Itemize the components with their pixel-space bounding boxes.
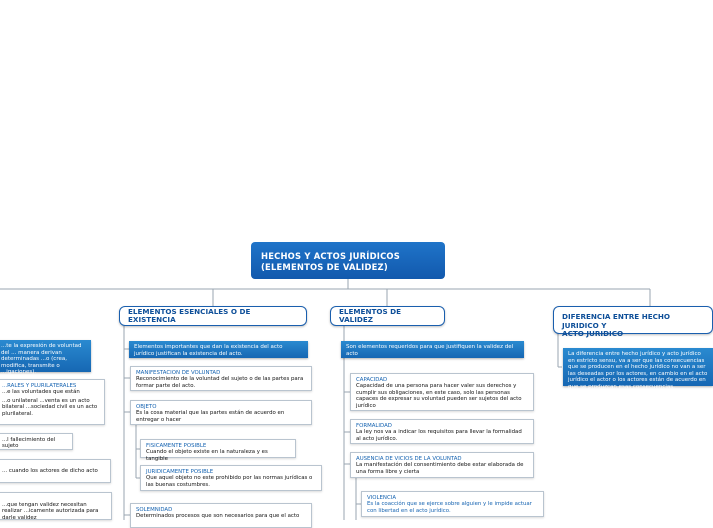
subtopic-title: JURIDICAMENTE POSIBLE [146, 469, 214, 475]
topic-diferencia-line2: ACTO JURIDICO [562, 329, 624, 338]
topic-elementos-validez-label: ELEMENTOS DE VALIDEZ [339, 306, 402, 324]
validez-intro[interactable]: Son elementos requeridos para que justifiquen la validez del acto [341, 341, 524, 358]
topic-elementos-esenciales[interactable] [119, 306, 307, 326]
subtopic-capacidad[interactable] [350, 373, 534, 411]
subtopic-title: FORMALIDAD [356, 423, 392, 429]
subtopic-formalidad[interactable] [350, 419, 534, 444]
diferencia-desc[interactable]: La diferencia entre hecho jurídico y acto jurídico en estricto sensu, va a ser que las consecuencias que se producen en el hecho jurídico no van a ser las deseadas por los actores, en cambio en el acto jurídico el actor o los actores están de acuerdo en que se produzcan esas consecuencias. [563, 348, 713, 386]
subtopic-title: ...RALES Y PLURILATERALES [2, 383, 77, 389]
subtopic-desc: Determinados procesos que son necesarios para que el acto [136, 513, 300, 520]
left-intro[interactable]: ...te la expresión de voluntad del ... manera derivan determinadas ...o (crea, modifica, transmite o ...igaciones). [0, 340, 91, 372]
subtopic-extra: ...o unilateral ...venta es un acto bilateral ...sociedad civil es un acto plurilateral. [2, 397, 98, 417]
subtopic-desc: Es la coacción que se ejerce sobre alguien y le impide actuar con libertad en el acto jurídico. [367, 501, 532, 514]
left-fallecimiento[interactable]: ...l fallecimiento del sujeto [0, 433, 73, 450]
subtopic-title: SOLEMNIDAD [136, 507, 173, 513]
subtopic-title: OBJETO [136, 404, 157, 410]
subtopic-desc: La ley nos va a indicar los requisitos para llevar la formalidad al acto jurídico. [356, 429, 522, 442]
subtopic-desc: La manifestación del consentimiento debe estar elaborada de una forma libre y cierta [356, 462, 524, 475]
subtopic-title: AUSENCIA DE VICIOS DE LA VOLUNTAD [356, 456, 462, 462]
left-validez[interactable]: ...que tengan validez necesitan realizar ...icamente autorizada para darle validez [0, 492, 112, 520]
subtopic-ausencia-vicios[interactable] [350, 452, 534, 478]
subtopic-title: FISICAMENTE POSIBLE [146, 443, 207, 449]
topic-diferencia-line1: DIFERENCIA ENTRE HECHO JURIDICO Y [562, 312, 671, 330]
left-actores[interactable]: ... cuando los actores de dicho acto [0, 459, 111, 483]
subtopic-juridicamente-posible[interactable] [140, 465, 322, 491]
root-title-line1: HECHOS Y ACTOS JURÍDICOS [261, 251, 400, 261]
subtopic-fisicamente-posible[interactable] [140, 439, 296, 462]
esenciales-intro[interactable]: Elementos importantes que dan la existencia del acto jurídico justifican la existencia del acto. [129, 341, 308, 358]
topic-elementos-esenciales-label: ELEMENTOS ESENCIALES O DE EXISTENCIA [128, 306, 251, 324]
subtopic-title: CAPACIDAD [356, 377, 388, 383]
subtopic-title: MANIFESTACION DE VOLUNTAD [136, 370, 221, 376]
subtopic-solemnidad[interactable] [130, 503, 312, 528]
root-topic[interactable] [251, 242, 445, 279]
topic-diferencia[interactable] [553, 306, 713, 338]
subtopic-desc: Es la cosa material que las partes están de acuerdo en entregar o hacer [136, 410, 285, 423]
subtopic-desc: Reconocimiento de la voluntad del sujeto o de las partes para formar parte del acto. [136, 376, 304, 389]
subtopic-desc: Capacidad de una persona para hacer valer sus derechos y cumplir sus obligaciones, en este caso, solo las personas capaces de expresar su voluntad pueden ser sujetos del acto jurídico [356, 383, 522, 409]
subtopic-violencia[interactable] [361, 491, 544, 517]
left-plurilaterales[interactable] [0, 379, 105, 425]
subtopic-desc: ...e las voluntades que están [2, 389, 80, 396]
topic-elementos-validez[interactable] [330, 306, 445, 326]
subtopic-desc: Cuando el objeto existe en la naturaleza y es tangible [146, 449, 268, 462]
subtopic-manifestacion-voluntad[interactable] [130, 366, 312, 391]
subtopic-objeto[interactable] [130, 400, 312, 425]
subtopic-title: VIOLENCIA [367, 495, 397, 501]
root-title-line2: (ELEMENTOS DE VALIDEZ) [261, 262, 388, 272]
subtopic-desc: Que aquel objeto no este prohibido por las normas jurídicas o las buenas costumbres. [146, 475, 313, 488]
